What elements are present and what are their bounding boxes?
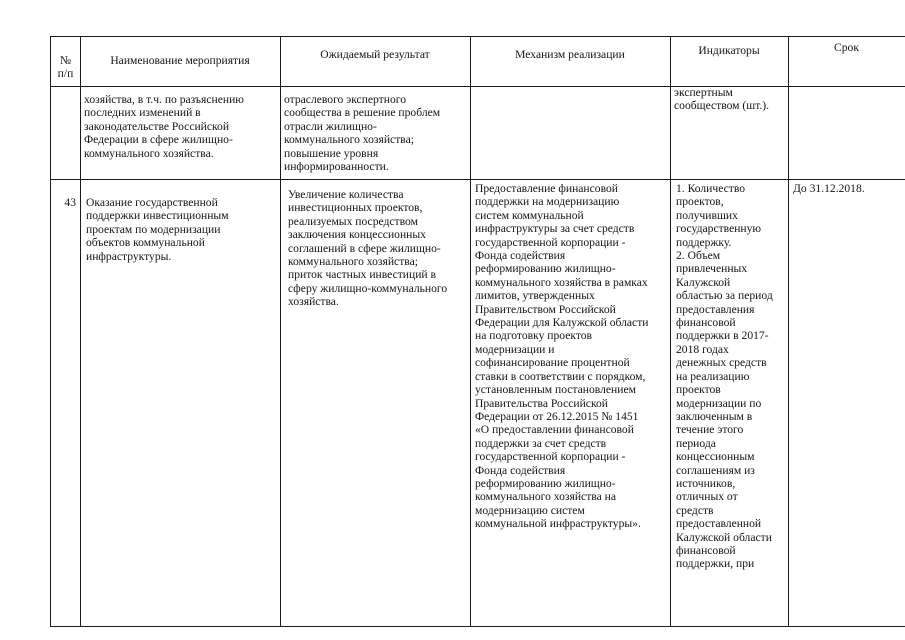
column-border-indicators-term (788, 36, 789, 627)
header-indicators: Индикаторы (698, 44, 760, 57)
cont-row-result: отраслевого экспертного сообщества в решение проблем отрасли жилищно- коммунального хозяйства; повышение уровня информированности. (284, 93, 441, 174)
table-top-border (50, 36, 905, 37)
row-43-term: До 31.12.2018. (793, 182, 865, 195)
row-43-name: Оказание государственной поддержки инвестиционным проектам по модернизации объектов коммунальной инфраструктуры. (86, 196, 229, 263)
row-43-mechanism: Предоставление финансовой поддержки на модернизацию систем коммунальной инфраструктуры за счет средств государственной корпорации - Фонда содействия реформированию жилищно- коммунального хозяйства в рамках лимитов, утвержденных Правительством Российской Федерации для Калужской области на подготовку проектов модернизации и софинансирование процентной ставки в соответствии с порядком, установленным постановлением Правительства Российской Федерации от 26.12.2015 № 1451 «О предоставлении финансовой поддержки за счет средств государственной корпорации - Фонда содействия реформированию жилищно- коммунального хозяйства на модернизацию систем коммунальной инфраструктуры». (475, 182, 649, 531)
header-num: № п/п (57, 54, 74, 81)
column-border-num-name (80, 36, 81, 627)
continuation-row-bottom-border (50, 179, 905, 180)
table-bottom-border (50, 626, 905, 627)
column-border-result-mechanism (470, 36, 471, 627)
header-term: Срок (834, 41, 859, 54)
cont-row-name: хозяйства, в т.ч. по разъяснению последних изменений в законодательстве Российской Федерации в сфере жилищно- коммунального хозяйства. (84, 93, 244, 160)
column-border-left (50, 36, 51, 627)
row-43-num: 43 (64, 196, 76, 209)
header-mechanism: Механизм реализации (515, 48, 625, 61)
header-name: Наименование мероприятия (110, 54, 250, 67)
column-border-name-result (280, 36, 281, 627)
header-result: Ожидаемый результат (320, 48, 430, 61)
row-43-indicators: 1. Количество проектов, получивших государственную поддержку. 2. Объем привлеченных Калужской областью за период предоставления финансовой поддержки в 2017- 2018 годах денежных средств на реализацию проектов модернизации по заключенным в течение этого периода концессионным соглашениям из источников, отличных от средств предоставленной Калужской области финансовой поддержки, при (676, 182, 773, 571)
row-43-result: Увеличение количества инвестиционных проектов, реализуемых посредством заключения концессионных соглашений в сфере жилищно- коммунального хозяйства; приток частных инвестиций в сферу жилищно-коммунального хозяйства. (288, 188, 448, 309)
cont-row-indicators: экспертным сообществом (шт.). (674, 86, 770, 113)
